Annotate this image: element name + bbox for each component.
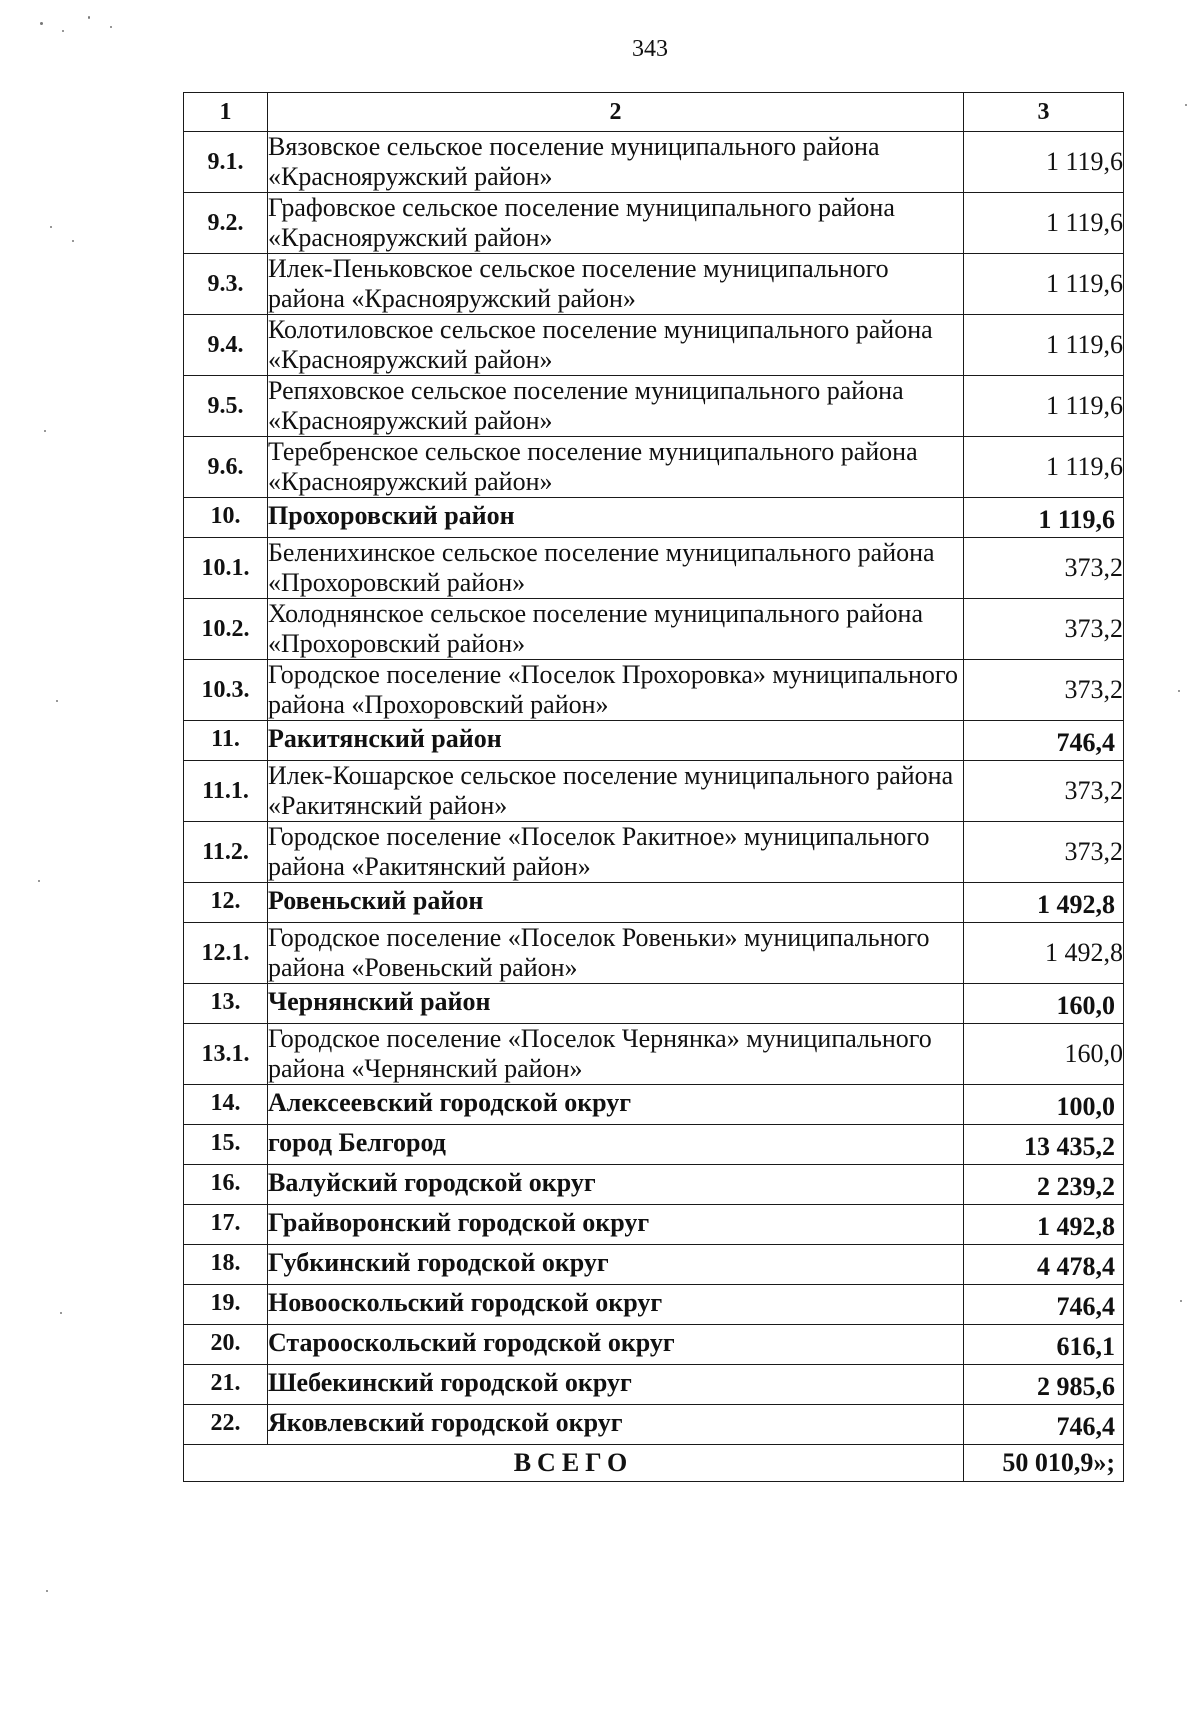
row-name: Городское поселение «Поселок Чернянка» муниципального района «Чернянский район» xyxy=(268,1024,964,1085)
row-number: 9.4. xyxy=(184,315,268,376)
table-row xyxy=(184,1024,1124,1085)
table-row xyxy=(184,822,1124,883)
table-row xyxy=(184,984,1124,1024)
table-row xyxy=(184,132,1124,193)
row-value: 1 492,8 xyxy=(964,1205,1124,1245)
allocation-table xyxy=(183,92,1124,1482)
row-name: Губкинский городской округ xyxy=(268,1245,964,1285)
table-row xyxy=(184,721,1124,761)
row-value: 373,2 xyxy=(964,538,1124,599)
row-number: 12. xyxy=(184,883,268,923)
column-header-1: 1 xyxy=(184,93,268,132)
table-header-row xyxy=(184,93,1124,132)
row-number: 9.2. xyxy=(184,193,268,254)
row-number: 20. xyxy=(184,1325,268,1365)
row-name: Новооскольский городской округ xyxy=(268,1285,964,1325)
table-row xyxy=(184,599,1124,660)
table-row xyxy=(184,1365,1124,1405)
table-row xyxy=(184,883,1124,923)
row-number: 15. xyxy=(184,1125,268,1165)
row-number: 11.2. xyxy=(184,822,268,883)
row-name: Илек-Пеньковское сельское поселение муниципального района «Краснояружский район» xyxy=(268,254,964,315)
row-number: 21. xyxy=(184,1365,268,1405)
row-number: 9.1. xyxy=(184,132,268,193)
row-value: 1 492,8 xyxy=(964,923,1124,984)
row-number: 9.3. xyxy=(184,254,268,315)
row-value: 746,4 xyxy=(964,1405,1124,1445)
row-value: 1 119,6 xyxy=(964,254,1124,315)
row-name: город Белгород xyxy=(268,1125,964,1165)
table-row xyxy=(184,1405,1124,1445)
row-value: 373,2 xyxy=(964,761,1124,822)
row-name: Вязовское сельское поселение муниципального района «Краснояружский район» xyxy=(268,132,964,193)
table-row xyxy=(184,315,1124,376)
total-label: ВСЕГО xyxy=(184,1445,964,1482)
row-value: 1 119,6 xyxy=(964,132,1124,193)
table-row xyxy=(184,1325,1124,1365)
row-value: 1 119,6 xyxy=(964,437,1124,498)
row-number: 11. xyxy=(184,721,268,761)
row-name: Алексеевский городской округ xyxy=(268,1085,964,1125)
column-header-3: 3 xyxy=(964,93,1124,132)
row-number: 10.3. xyxy=(184,660,268,721)
row-value: 746,4 xyxy=(964,1285,1124,1325)
row-value: 1 119,6 xyxy=(964,193,1124,254)
table-row xyxy=(184,1205,1124,1245)
row-number: 19. xyxy=(184,1285,268,1325)
row-value: 4 478,4 xyxy=(964,1245,1124,1285)
row-value: 13 435,2 xyxy=(964,1125,1124,1165)
row-name: Городское поселение «Поселок Ровеньки» муниципального района «Ровеньский район» xyxy=(268,923,964,984)
row-name: Ровеньский район xyxy=(268,883,964,923)
table-body xyxy=(184,132,1124,1445)
row-number: 10.1. xyxy=(184,538,268,599)
row-value: 373,2 xyxy=(964,660,1124,721)
page-number: 343 xyxy=(632,36,668,62)
row-value: 160,0 xyxy=(964,1024,1124,1085)
table-row xyxy=(184,923,1124,984)
row-value: 2 985,6 xyxy=(964,1365,1124,1405)
total-value: 50 010,9»; xyxy=(964,1445,1124,1482)
table-row xyxy=(184,1125,1124,1165)
row-name: Шебекинский городской округ xyxy=(268,1365,964,1405)
row-name: Ракитянский район xyxy=(268,721,964,761)
table-row xyxy=(184,254,1124,315)
row-value: 616,1 xyxy=(964,1325,1124,1365)
row-value: 100,0 xyxy=(964,1085,1124,1125)
row-number: 13.1. xyxy=(184,1024,268,1085)
table-row xyxy=(184,1245,1124,1285)
row-name: Теребренское сельское поселение муниципального района «Краснояружский район» xyxy=(268,437,964,498)
table-row xyxy=(184,1085,1124,1125)
table-row xyxy=(184,376,1124,437)
table-row xyxy=(184,1285,1124,1325)
row-number: 16. xyxy=(184,1165,268,1205)
row-value: 1 119,6 xyxy=(964,315,1124,376)
table-row xyxy=(184,761,1124,822)
table-row xyxy=(184,437,1124,498)
row-number: 10. xyxy=(184,498,268,538)
row-name: Прохоровский район xyxy=(268,498,964,538)
table-row xyxy=(184,1165,1124,1205)
table-row xyxy=(184,660,1124,721)
table-row xyxy=(184,538,1124,599)
row-value: 160,0 xyxy=(964,984,1124,1024)
row-number: 9.5. xyxy=(184,376,268,437)
row-name: Репяховское сельское поселение муниципального района «Краснояружский район» xyxy=(268,376,964,437)
row-number: 11.1. xyxy=(184,761,268,822)
row-number: 17. xyxy=(184,1205,268,1245)
row-number: 18. xyxy=(184,1245,268,1285)
row-name: Холоднянское сельское поселение муниципального района «Прохоровский район» xyxy=(268,599,964,660)
row-number: 9.6. xyxy=(184,437,268,498)
row-value: 1 492,8 xyxy=(964,883,1124,923)
row-value: 1 119,6 xyxy=(964,376,1124,437)
row-value: 373,2 xyxy=(964,822,1124,883)
table-row xyxy=(184,193,1124,254)
row-name: Грайворонский городской округ xyxy=(268,1205,964,1245)
row-name: Беленихинское сельское поселение муниципального района «Прохоровский район» xyxy=(268,538,964,599)
total-row xyxy=(184,1445,1124,1482)
row-value: 746,4 xyxy=(964,721,1124,761)
row-name: Колотиловское сельское поселение муниципального района «Краснояружский район» xyxy=(268,315,964,376)
row-name: Валуйский городской округ xyxy=(268,1165,964,1205)
row-name: Старооскольский городской округ xyxy=(268,1325,964,1365)
row-number: 22. xyxy=(184,1405,268,1445)
row-name: Илек-Кошарское сельское поселение муниципального района «Ракитянский район» xyxy=(268,761,964,822)
row-number: 10.2. xyxy=(184,599,268,660)
row-name: Яковлевский городской округ xyxy=(268,1405,964,1445)
row-name: Городское поселение «Поселок Ракитное» муниципального района «Ракитянский район» xyxy=(268,822,964,883)
table-row xyxy=(184,498,1124,538)
row-name: Графовское сельское поселение муниципального района «Краснояружский район» xyxy=(268,193,964,254)
row-name: Городское поселение «Поселок Прохоровка» муниципального района «Прохоровский район» xyxy=(268,660,964,721)
row-number: 13. xyxy=(184,984,268,1024)
row-value: 373,2 xyxy=(964,599,1124,660)
column-header-2: 2 xyxy=(268,93,964,132)
row-number: 14. xyxy=(184,1085,268,1125)
row-number: 12.1. xyxy=(184,923,268,984)
row-value: 2 239,2 xyxy=(964,1165,1124,1205)
row-name: Чернянский район xyxy=(268,984,964,1024)
row-value: 1 119,6 xyxy=(964,498,1124,538)
